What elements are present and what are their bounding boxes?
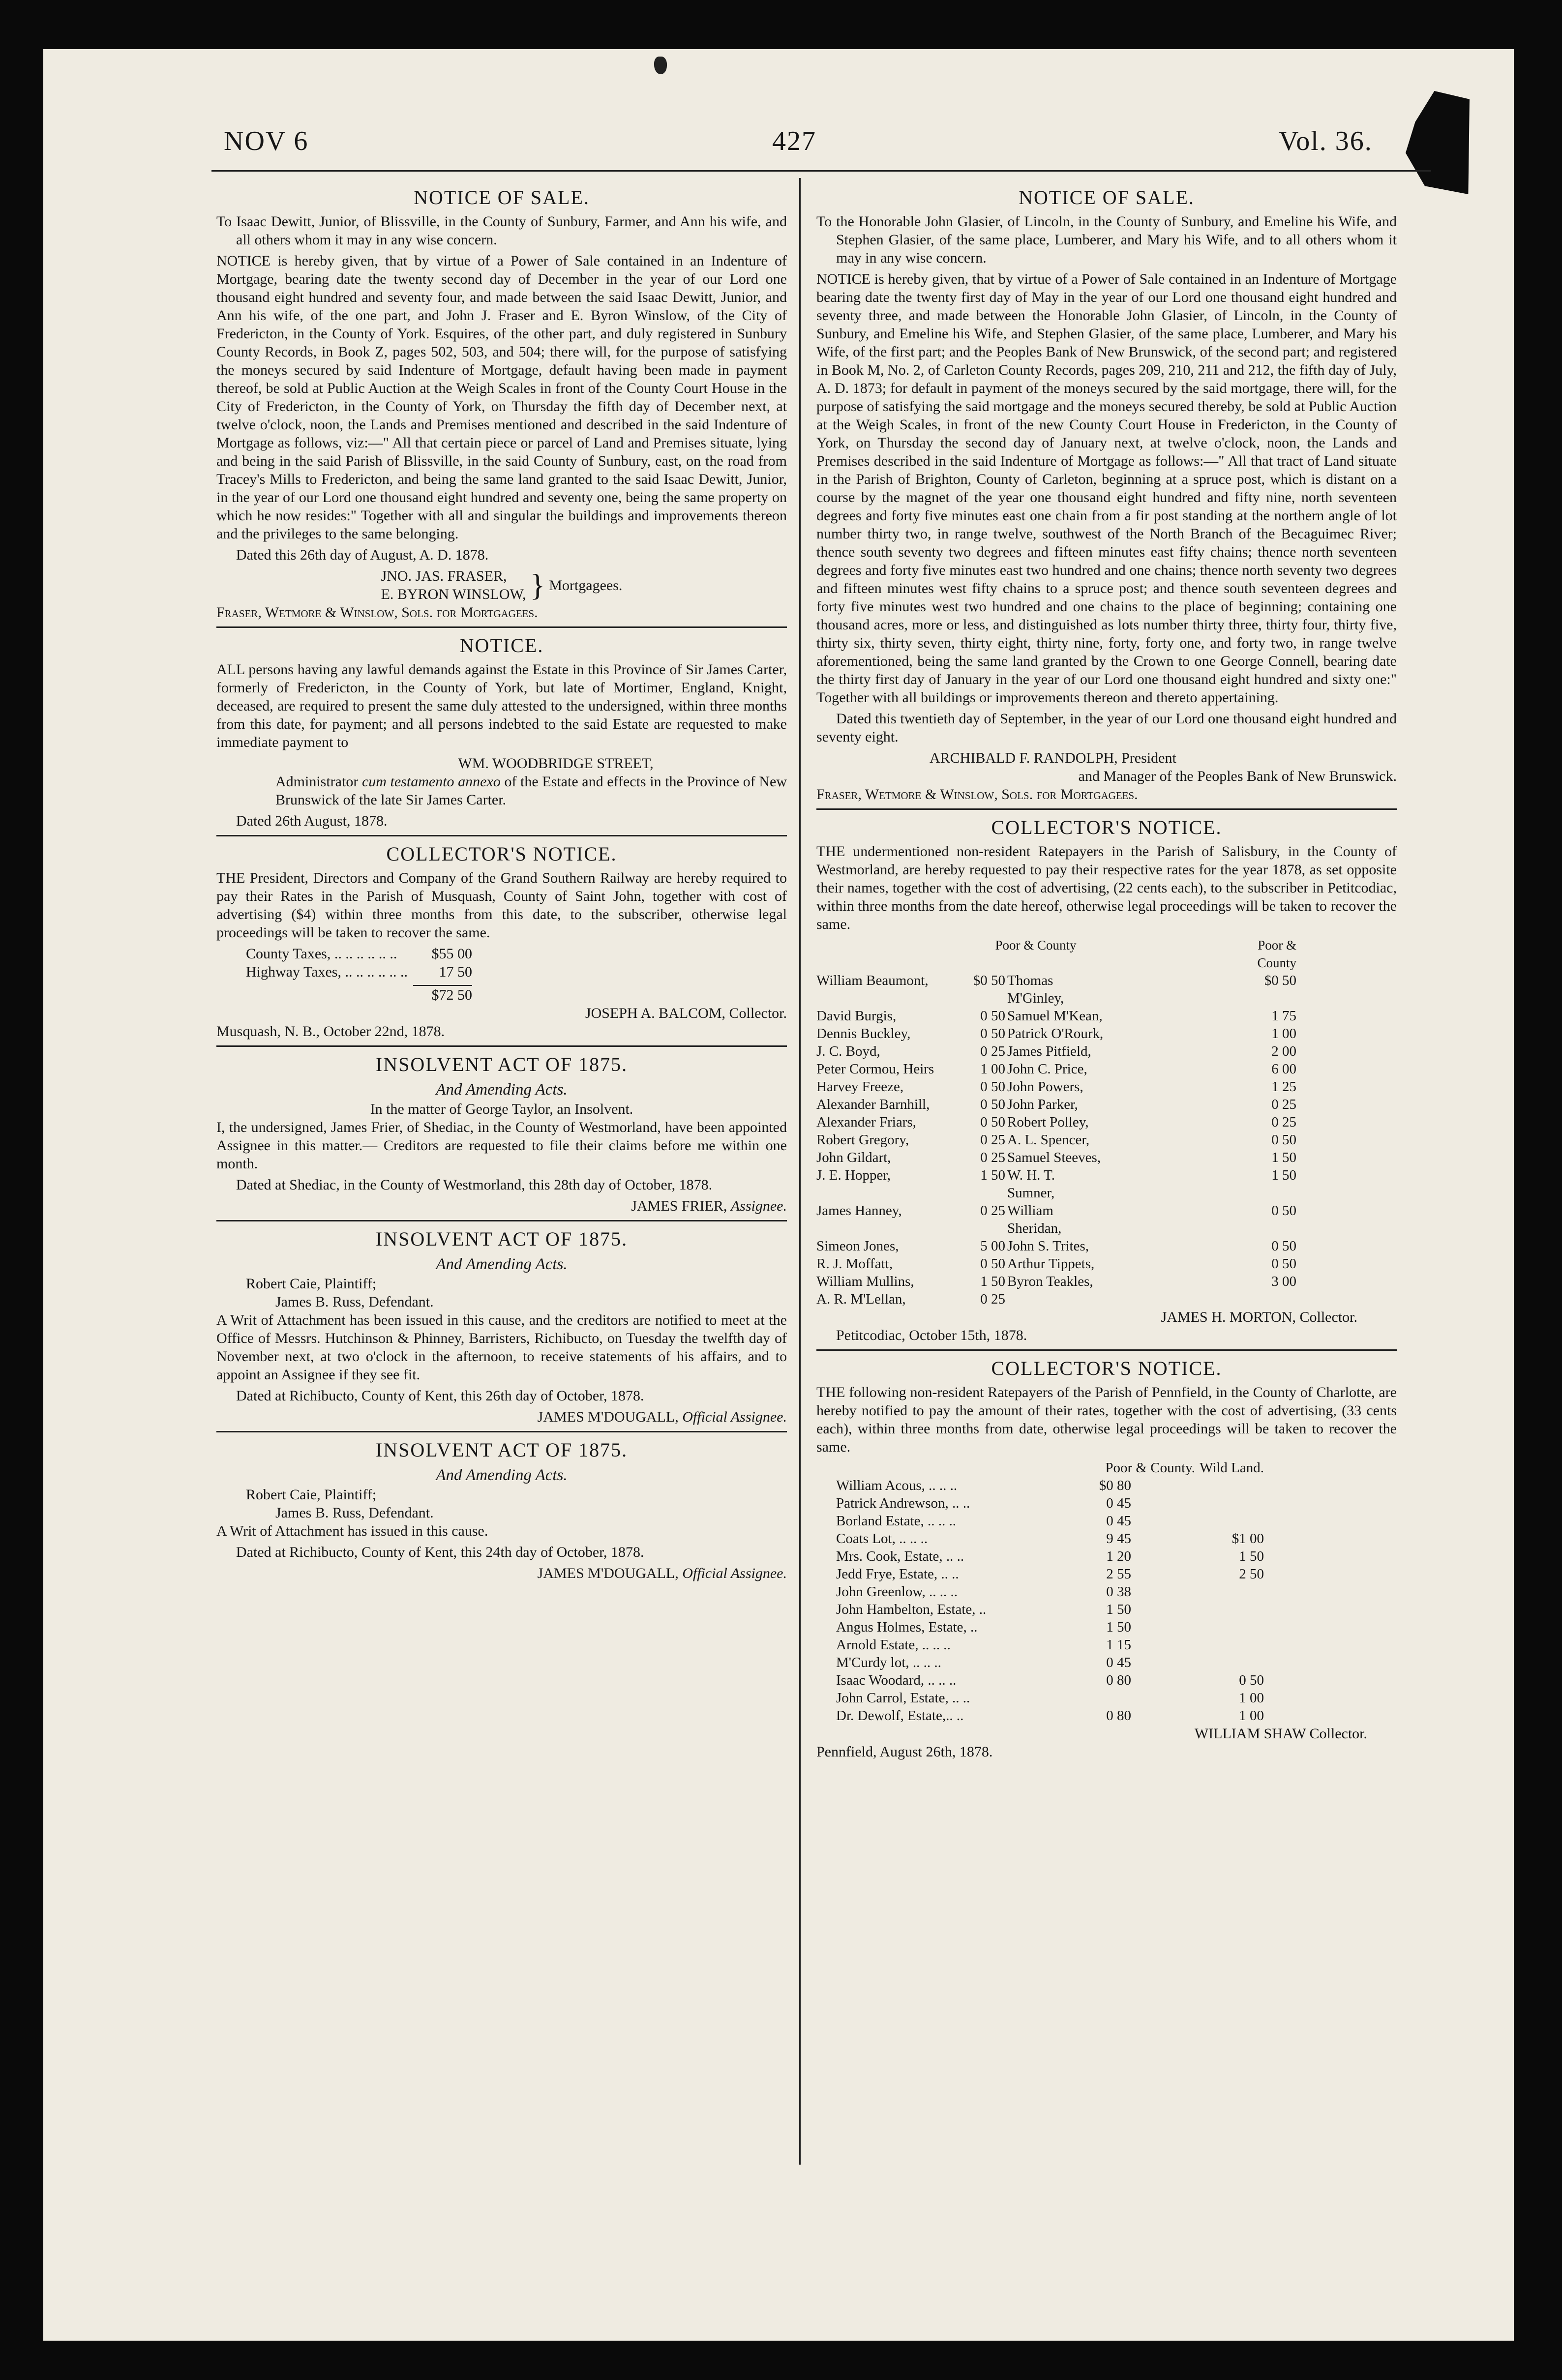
ratepayer-rate-left: 0 25: [980, 1150, 1005, 1165]
notice-place: Petitcodiac, October 15th, 1878.: [836, 1327, 1027, 1343]
notice-of-sale-glasier: [816, 185, 1397, 803]
notice-body: A Writ of Attachment has issued in this cause.: [216, 1523, 488, 1539]
ratepayer-poor-county: 0 45: [1106, 1495, 1131, 1511]
ratepayer-gap: [1131, 1689, 1195, 1707]
mortgagees-signature: [216, 567, 787, 603]
assignee-signature: [216, 1408, 787, 1426]
ratepayer-rate-left: 0 25: [980, 1203, 1005, 1219]
notice-title: INSOLVENT ACT OF 1875.: [375, 1439, 628, 1461]
ratepayer-name: Mrs. Cook, Estate, .. ..: [836, 1548, 964, 1564]
notice-signature: ARCHIBALD F. RANDOLPH, President: [930, 750, 1176, 766]
ratepayer-wild-land: 1 00: [1239, 1708, 1264, 1724]
notice-subtitle: And Amending Acts.: [436, 1466, 568, 1484]
ratepayer-poor-county: 2 55: [1106, 1566, 1131, 1582]
assignee-role: Official Assignee.: [682, 1565, 787, 1581]
ratepayer-wild-land: [1195, 1512, 1264, 1530]
ratepayer-wild-land: [1195, 1654, 1264, 1671]
ratepayers-table: [816, 936, 1397, 1308]
ratepayer-name-right: Patrick O'Rourk,: [1007, 1026, 1104, 1041]
ratepayer-name-left: Harvey Freeze,: [816, 1079, 904, 1095]
ratepayer-name: Dr. Dewolf, Estate,.. ..: [836, 1708, 964, 1724]
left-column: [216, 182, 787, 1582]
assignee-name: JAMES M'DOUGALL,: [537, 1565, 683, 1581]
signer-fraser: JNO. JAS. FRASER,: [381, 568, 507, 584]
tax-value: $55 00: [431, 946, 472, 962]
ratepayer-name-left: Simeon Jones,: [816, 1238, 899, 1254]
ratepayer-gap: [1108, 1025, 1255, 1042]
ratepayer-wild-land: 1 00: [1239, 1690, 1264, 1706]
ratepayer-poor-county: 1 50: [1106, 1602, 1131, 1617]
ratepayer-gap: [1131, 1547, 1195, 1565]
ratepayer-rate-right: 1 50: [1271, 1150, 1296, 1165]
ratepayer-wild-land: [1195, 1636, 1264, 1654]
separator: [216, 1220, 787, 1221]
ratepayer-name-left: J. E. Hopper,: [816, 1167, 891, 1183]
ratepayer-rate-left: 5 00: [980, 1238, 1005, 1254]
ratepayer-poor-county: 0 38: [1106, 1584, 1131, 1600]
ratepayer-name-right: Thomas M'Ginley,: [1007, 973, 1064, 1006]
header-date: NOV 6: [224, 126, 309, 156]
column-header: Poor & County: [995, 938, 1077, 952]
assignee-role: Assignee.: [730, 1198, 787, 1214]
ratepayer-rate-left: 0 25: [980, 1132, 1005, 1148]
ratepayer-gap: [1108, 1042, 1255, 1060]
ratepayer-name-right: Samuel M'Kean,: [1007, 1008, 1103, 1024]
ratepayer-gap: [1131, 1654, 1195, 1671]
ratepayer-name-left: R. J. Moffatt,: [816, 1256, 893, 1272]
ratepayer-wild-land: 1 50: [1239, 1548, 1264, 1564]
ratepayer-rate-right: 1 75: [1271, 1008, 1296, 1024]
assignee-signature: [216, 1564, 787, 1582]
ratepayer-name-left: Robert Gregory,: [816, 1132, 909, 1148]
notice-body: A Writ of Attachment has been issued in this cause, and the creditors are notified to meet at the Office of Messrs. Hutchinson & Phinney, Barristers, Richibucto, on Tuesday the twelfth day of November next, at two o'clock in the afternoon, to receive statements of his affairs, and to appoint an Assignee if they see fit.: [216, 1312, 787, 1383]
ratepayer-pad: [816, 1671, 836, 1689]
notice-place: Pennfield, August 26th, 1878.: [816, 1744, 993, 1760]
notice-title: NOTICE OF SALE.: [414, 186, 590, 208]
ratepayer-rate-right: 6 00: [1271, 1061, 1296, 1077]
ratepayer-name: Coats Lot, .. .. ..: [836, 1531, 928, 1547]
ratepayer-name: Patrick Andrewson, .. ..: [836, 1495, 970, 1511]
ratepayer-pad: [816, 1689, 836, 1707]
ratepayer-name-left: William Beaumont,: [816, 973, 929, 988]
ratepayer-rate-left: 0 50: [980, 1079, 1005, 1095]
header-rule: [211, 170, 1431, 172]
ratepayer-rate-left: 0 50: [980, 1008, 1005, 1024]
ratepayer-wild-land: [1195, 1601, 1264, 1618]
admin-text: Administrator: [275, 774, 362, 790]
ratepayer-name-right: John C. Price,: [1007, 1061, 1087, 1077]
ratepayer-name: Isaac Woodard, .. .. ..: [836, 1672, 957, 1688]
solicitors-line: Fraser, Wetmore & Winslow, Sols. for Mortgagees.: [216, 604, 538, 621]
tax-total: $72 50: [413, 985, 472, 1004]
ratepayer-rate-left: 0 50: [980, 1026, 1005, 1041]
ratepayer-name: M'Curdy lot, .. .. ..: [836, 1655, 941, 1670]
ratepayer-gap: [1108, 1149, 1255, 1166]
ratepayer-gap: [1108, 1007, 1255, 1025]
ratepayer-name-left: A. R. M'Lellan,: [816, 1291, 906, 1307]
ratepayer-name-right: Byron Teakles,: [1007, 1274, 1093, 1289]
notice-subtitle: And Amending Acts.: [436, 1255, 568, 1273]
ratepayer-name-right: John Parker,: [1007, 1097, 1078, 1112]
ratepayer-name: John Hambelton, Estate, ..: [836, 1602, 987, 1617]
separator: [216, 1045, 787, 1047]
right-column: [816, 182, 1397, 1761]
ratepayer-name-right: John Powers,: [1007, 1079, 1083, 1095]
tax-row: [216, 963, 787, 981]
notice-title: COLLECTOR'S NOTICE.: [991, 1357, 1222, 1379]
ratepayer-gap: [1131, 1618, 1195, 1636]
ratepayer-rate-right: 0 50: [1271, 1256, 1296, 1272]
ratepayer-gap: [1108, 1290, 1255, 1308]
ratepayer-name-right: Samuel Steeves,: [1007, 1150, 1101, 1165]
tax-total-row: [216, 981, 787, 1004]
assignee-name: JAMES FRIER,: [631, 1198, 731, 1214]
tax-label: County Taxes, .. .. .. .. .. ..: [246, 946, 397, 962]
signer-role: Mortgagees.: [549, 577, 623, 594]
column-rule: [799, 178, 801, 2165]
ratepayer-poor-county: $0 80: [1099, 1478, 1131, 1493]
ratepayer-rate-right: [1257, 1290, 1296, 1308]
ratepayer-name-left: John Gildart,: [816, 1150, 891, 1165]
notice-title: INSOLVENT ACT OF 1875.: [375, 1053, 628, 1075]
ratepayer-pad: [816, 1654, 836, 1671]
ratepayer-poor-county: 1 50: [1106, 1619, 1131, 1635]
ratepayer-wild-land: [1195, 1477, 1264, 1494]
ratepayer-wild-land: [1195, 1494, 1264, 1512]
column-header: Poor & County.: [1105, 1460, 1195, 1476]
insolvent-notice-caie-1: [216, 1226, 787, 1426]
ratepayer-poor-county: [1072, 1689, 1131, 1707]
ratepayer-rate-left: 1 50: [980, 1167, 1005, 1183]
ratepayer-rate-right: 0 25: [1271, 1114, 1296, 1130]
ratepayer-gap: [1108, 1237, 1255, 1255]
admin-latin: cum testamento annexo: [361, 774, 501, 790]
ratepayer-name: Borland Estate, .. .. ..: [836, 1513, 957, 1529]
ratepayer-rate-right: 3 00: [1271, 1274, 1296, 1289]
ratepayer-name-left: James Hanney,: [816, 1203, 902, 1219]
collectors-notice-pennfield: [816, 1356, 1397, 1761]
ratepayer-gap: [1131, 1494, 1195, 1512]
ratepayer-pad: [816, 1512, 836, 1530]
ratepayer-gap: [1131, 1671, 1195, 1689]
administrator-line: [216, 773, 787, 809]
ratepayer-poor-county: 1 15: [1106, 1637, 1131, 1653]
notice-dated: Dated this 26th day of August, A. D. 1878.: [236, 547, 489, 563]
collectors-notice-musquash: [216, 841, 787, 1041]
plaintiff: Robert Caie, Plaintiff;: [246, 1487, 377, 1503]
notice-subtitle: And Amending Acts.: [436, 1081, 568, 1099]
ratepayer-gap: [1108, 1255, 1255, 1273]
ratepayer-name-right: W. H. T. Sumner,: [1007, 1167, 1055, 1201]
notice-dated: Dated at Richibucto, County of Kent, this 26th day of October, 1878.: [236, 1388, 644, 1404]
ratepayer-rate-right: 0 50: [1271, 1203, 1296, 1219]
notice-body: THE following non-resident Ratepayers of the Parish of Pennfield, in the County of Charlotte, are hereby notified to pay the amount of their rates, together with the cost of advertising, (33 cents each), within three months from date, otherwise legal proceedings will be taken to recover the same.: [816, 1384, 1397, 1455]
ratepayer-poor-county: 0 80: [1106, 1708, 1131, 1724]
notice-of-sale-dewitt: [216, 185, 787, 622]
ratepayer-wild-land: $1 00: [1232, 1531, 1264, 1547]
notice-title: NOTICE.: [459, 634, 544, 656]
ratepayer-poor-county: 1 20: [1106, 1548, 1131, 1564]
separator: [216, 1431, 787, 1432]
ratepayer-name: Jedd Frye, Estate, .. ..: [836, 1566, 959, 1582]
ratepayer-name-left: Alexander Barnhill,: [816, 1097, 930, 1112]
ratepayer-gap: [1108, 1166, 1255, 1202]
ratepayer-gap: [1108, 972, 1255, 1007]
collector-signature: JOSEPH A. BALCOM, Collector.: [585, 1005, 787, 1021]
ratepayer-gap: [1131, 1512, 1195, 1530]
defendant: James B. Russ, Defendant.: [275, 1505, 434, 1521]
notice-title: COLLECTOR'S NOTICE.: [991, 816, 1222, 838]
ratepayer-pad: [816, 1547, 836, 1565]
notice-address: To Isaac Dewitt, Junior, of Blissville, in the County of Sunbury, Farmer, and Ann his wife, and all others whom it may in any wise concern.: [216, 213, 787, 248]
ratepayer-pad: [816, 1494, 836, 1512]
notice-body: NOTICE is hereby given, that by virtue of a Power of Sale contained in an Indenture of Mortgage bearing date the twenty first day of May in the year of our Lord one thousand eight hundred and seventy three, and made between the Honorable John Glasier, of Lincoln, in the County of Sunbury, and Emeline his Wife, and Stephen Glasier, of the same place, Lumberer, and Mary his Wife, of the first part; and the Peoples Bank of New Brunswick, of the second part; and registered in Book M, No. 2, of Carleton County Records, pages 209, 210, 211 and 212, the fifth day of July, A. D. 1873; for default in payment of the moneys secured by the said mortgage, there will, for the purpose of satisfying the said mortgage and the moneys secured thereby, be sold at Public Auction at the Weigh Scales, in front of the new County Court House in Fredericton, in the County of York, on Thursday the second day of January next, at twelve o'clock, noon, the Lands and Premises described in the said Indenture of Mortgage as follows:—" All that tract of Land situate in the Parish of Brighton, County of Carleton, beginning at a spruce post, which is distant on a course by the magnet of the year one thousand eight hundred and fifty nine, north seventeen degrees and forty five minutes east one chain from a fir post standing at the northern angle of lot number thirty two, in range twelve, southwest of the North Branch of the Becaguimec River; thence south seventy two degrees and fifteen minutes east fifty chains; thence north seventeen degrees and forty five minutes east two hundred and one chains; thence north seventy two degrees and fifteen minutes west fifty chains to a spruce post; and thence south seventeen degrees and forty five minutes west two hundred and one chains to the place of beginning; containing one thousand acres, more or less, and distinguished as lots number thirty three, thirty four, thirty five, thirty six, thirty seven, thirty eight, thirty nine, forty, forty one, and forty two, in range twelve aforementioned, being the same land granted by the Crown to one George Connell, bearing date the thirty first day of January in the year of our Lord one thousand eight hundred and sixty one:" Together with all buildings or improvements thereon and thereto appertaining.: [816, 271, 1397, 706]
tax-label: Highway Taxes, .. .. .. .. .. ..: [246, 964, 408, 980]
ratepayer-rate-right: 1 00: [1271, 1026, 1296, 1041]
ratepayer-gap: [1131, 1565, 1195, 1583]
brace: }: [530, 567, 545, 602]
defendant: James B. Russ, Defendant.: [275, 1294, 434, 1310]
notice-matter: In the matter of George Taylor, an Insolvent.: [370, 1101, 633, 1117]
ratepayer-gap: [1108, 1060, 1255, 1078]
ratepayer-poor-county: 0 45: [1106, 1655, 1131, 1670]
ratepayer-rate-left: 1 50: [980, 1274, 1005, 1289]
notice-title: COLLECTOR'S NOTICE.: [386, 843, 617, 865]
ratepayer-name-left: David Burgis,: [816, 1008, 897, 1024]
separator: [216, 835, 787, 836]
ratepayer-name: John Greenlow, .. .. ..: [836, 1584, 958, 1600]
ratepayer-wild-land: [1195, 1583, 1264, 1601]
ratepayer-name-right: Arthur Tippets,: [1007, 1256, 1095, 1272]
ratepayer-rate-right: 0 25: [1271, 1097, 1296, 1112]
tax-value: 17 50: [439, 964, 472, 980]
ratepayer-gap: [1108, 1113, 1255, 1131]
notice-address: To the Honorable John Glasier, of Lincoln, in the County of Sunbury, and Emeline his Wife, and Stephen Glasier, of the same place, Lumberer, and Mary his Wife, and to all others whom it may in any wise concern.: [816, 213, 1397, 266]
ratepayer-wild-land: 0 50: [1239, 1672, 1264, 1688]
ratepayer-rate-right: 0 50: [1271, 1132, 1296, 1148]
notice-carter-estate: [216, 633, 787, 830]
assignee-signature: [216, 1197, 787, 1215]
ratepayers-table: [816, 1459, 1397, 1725]
notice-dated: Dated 26th August, 1878.: [236, 813, 388, 829]
ratepayer-gap: [1108, 1131, 1255, 1149]
separator: [816, 808, 1397, 810]
ratepayer-rate-right: $0 50: [1264, 973, 1296, 988]
ratepayer-gap: [1131, 1601, 1195, 1618]
ratepayer-name-right: James Pitfield,: [1007, 1043, 1091, 1059]
ratepayer-gap: [1108, 1202, 1255, 1237]
ratepayer-name-left: Peter Cormou, Heirs: [816, 1061, 934, 1077]
ratepayer-name-right: [1007, 1290, 1106, 1308]
separator: [816, 1349, 1397, 1351]
assignee-name: JAMES M'DOUGALL,: [537, 1409, 683, 1425]
notice-body: NOTICE is hereby given, that by virtue of a Power of Sale contained in an Indenture of Mortgage, bearing date the twenty second day of December in the year of our Lord one thousand eight hundred and seventy four, and made between the said Isaac Dewitt, Junior, and Ann his wife, of the one part, and John J. Fraser and E. Byron Winslow, of the City of Fredericton, in the County of York. Esquires, of the other part, and duly registered in Sunbury County Records, in Book Z, pages 502, 503, and 504; there will, for the purpose of satisfying the moneys secured by said Indenture of Mortgage, default having been made in payment thereof, be sold at Public Auction at the Weigh Scales in front of the County Court House in the City of Fredericton, in the County of York, on Thursday the fifth day of December next, at twelve o'clock, noon, the Lands and Premises mentioned and described in the said Indenture of Mortgage as follows, viz:—" All that certain piece or parcel of Land and Premises situate, lying and being in the said Parish of Blissville, in the said County of Sunbury, east, on the road from Tracey's Mills to Fredericton, and being the same land granted to the said Isaac Dewitt, Junior, in the year of our Lord one thousand eight hundred and seventy one, being the same property on which he now resides:" Together with all and singular the buildings and improvements thereon and the privileges to the same belonging.: [216, 253, 787, 542]
ratepayer-name-left: J. C. Boyd,: [816, 1043, 880, 1059]
notice-title: INSOLVENT ACT OF 1875.: [375, 1228, 628, 1250]
ratepayer-poor-county: 0 80: [1106, 1672, 1131, 1688]
ratepayer-rate-left: $0 50: [973, 973, 1005, 988]
notice-body: THE undermentioned non-resident Ratepayers in the Parish of Salisbury, in the County of Westmorland, are hereby requested to pay their respective rates for the year 1878, as set opposite their names, together with the cost of advertising, (22 cents each), to the subscriber in Petitcodiac, within three months from the date hereof, otherwise legal proceedings will be taken to recover the same.: [816, 843, 1397, 932]
collector-signature: WILLIAM SHAW Collector.: [1194, 1726, 1367, 1742]
ratepayer-rate-left: 0 50: [980, 1256, 1005, 1272]
ratepayer-name-left: Alexander Friars,: [816, 1114, 916, 1130]
notice-body: THE President, Directors and Company of the Grand Southern Railway are hereby required to pay their Rates in the Parish of Musquash, County of Saint John, together with cost of advertising ($4) within three months from this date, to the subscriber, otherwise legal proceedings will be taken to recover the same.: [216, 870, 787, 941]
ratepayer-pad: [816, 1601, 836, 1618]
ratepayer-rate-left: 0 25: [980, 1043, 1005, 1059]
ink-blot: [654, 57, 667, 74]
admin-text-end: of the Estate and effects in the Province of New Brunswick of the late Sir James Carter.: [275, 774, 787, 808]
ratepayer-pad: [816, 1707, 836, 1725]
ratepayer-name-right: Robert Polley,: [1007, 1114, 1089, 1130]
tax-row: [216, 945, 787, 963]
ratepayer-gap: [1108, 1078, 1255, 1096]
ratepayer-rate-right: 2 00: [1271, 1043, 1296, 1059]
ratepayer-name-left: Dennis Buckley,: [816, 1026, 911, 1041]
ratepayer-gap: [1131, 1707, 1195, 1725]
ratepayer-name: Arnold Estate, .. .. ..: [836, 1637, 951, 1653]
notice-dated: Dated this twentieth day of September, in the year of our Lord one thousand eight hundred and seventy eight.: [816, 711, 1397, 745]
notice-dated: Dated at Richibucto, County of Kent, this 24th day of October, 1878.: [236, 1544, 644, 1560]
ratepayer-rate-right: 0 50: [1271, 1238, 1296, 1254]
solicitors-line: Fraser, Wetmore & Winslow, Sols. for Mortgagees.: [816, 786, 1138, 803]
ratepayer-pad: [816, 1636, 836, 1654]
signer-winslow: E. BYRON WINSLOW,: [381, 586, 526, 602]
ratepayer-rate-left: 0 50: [980, 1114, 1005, 1130]
ratepayer-name-left: William Mullins,: [816, 1274, 914, 1289]
ratepayer-name: Angus Holmes, Estate, ..: [836, 1619, 978, 1635]
ratepayer-gap: [1131, 1583, 1195, 1601]
column-header: Poor & County: [1257, 938, 1296, 970]
insolvent-notice-caie-2: [216, 1437, 787, 1582]
ratepayer-gap: [1131, 1530, 1195, 1547]
column-header: Wild Land.: [1200, 1460, 1264, 1476]
notice-title: NOTICE OF SALE.: [1019, 186, 1195, 208]
ratepayer-wild-land: [1195, 1618, 1264, 1636]
ratepayer-wild-land: 2 50: [1239, 1566, 1264, 1582]
ratepayer-name-right: William Sheridan,: [1007, 1203, 1062, 1236]
notice-body: I, the undersigned, James Frier, of Shediac, in the County of Westmorland, have been appointed Assignee in this matter.— Creditors are requested to file their claims before me within one month.: [216, 1119, 787, 1172]
notice-place: Musquash, N. B., October 22nd, 1878.: [216, 1023, 445, 1040]
ratepayer-rate-left: 1 00: [980, 1061, 1005, 1077]
assignee-role: Official Assignee.: [682, 1409, 787, 1425]
ratepayer-name: William Acous, .. .. ..: [836, 1478, 958, 1493]
insolvent-notice-taylor: [216, 1052, 787, 1215]
ratepayer-rate-left: 0 50: [980, 1097, 1005, 1112]
ratepayer-pad: [816, 1565, 836, 1583]
ratepayer-poor-county: 0 45: [1106, 1513, 1131, 1529]
ratepayer-rate-left: 0 25: [980, 1291, 1005, 1307]
ratepayer-gap: [1108, 1273, 1255, 1290]
collectors-notice-salisbury: [816, 815, 1397, 1344]
separator: [216, 626, 787, 628]
ratepayer-pad: [816, 1583, 836, 1601]
ratepayer-name-right: A. L. Spencer,: [1007, 1132, 1090, 1148]
ratepayer-gap: [1131, 1477, 1195, 1494]
ratepayer-name: John Carrol, Estate, .. ..: [836, 1690, 970, 1706]
ratepayer-poor-county: 9 45: [1106, 1531, 1131, 1547]
ratepayer-pad: [816, 1477, 836, 1494]
notice-body: ALL persons having any lawful demands against the Estate in this Province of Sir James Carter, formerly of Fredericton, in the County of York, but late of Mortimer, England, Knight, deceased, are required to present the same duly attested to the undersigned, within three months from this date, for payment; and all persons indebted to the said Estate are requested to make immediate payment to: [216, 661, 787, 750]
ratepayer-gap: [1108, 1096, 1255, 1113]
header-volume: Vol. 36.: [1279, 126, 1373, 156]
ratepayer-gap: [1131, 1636, 1195, 1654]
collector-signature: JAMES H. MORTON, Collector.: [1161, 1309, 1357, 1325]
notice-signature: WM. WOODBRIDGE STREET,: [458, 755, 654, 772]
ratepayer-pad: [816, 1530, 836, 1547]
plaintiff: Robert Caie, Plaintiff;: [246, 1276, 377, 1292]
ratepayer-rate-right: 1 50: [1271, 1167, 1296, 1183]
ratepayer-name-right: John S. Trites,: [1007, 1238, 1089, 1254]
notice-signature-title: and Manager of the Peoples Bank of New Brunswick.: [1078, 768, 1397, 784]
notice-dated: Dated at Shediac, in the County of Westmorland, this 28th day of October, 1878.: [236, 1177, 713, 1193]
header-page-number: 427: [772, 126, 816, 156]
ratepayer-pad: [816, 1618, 836, 1636]
ratepayer-rate-right: 1 25: [1271, 1079, 1296, 1095]
